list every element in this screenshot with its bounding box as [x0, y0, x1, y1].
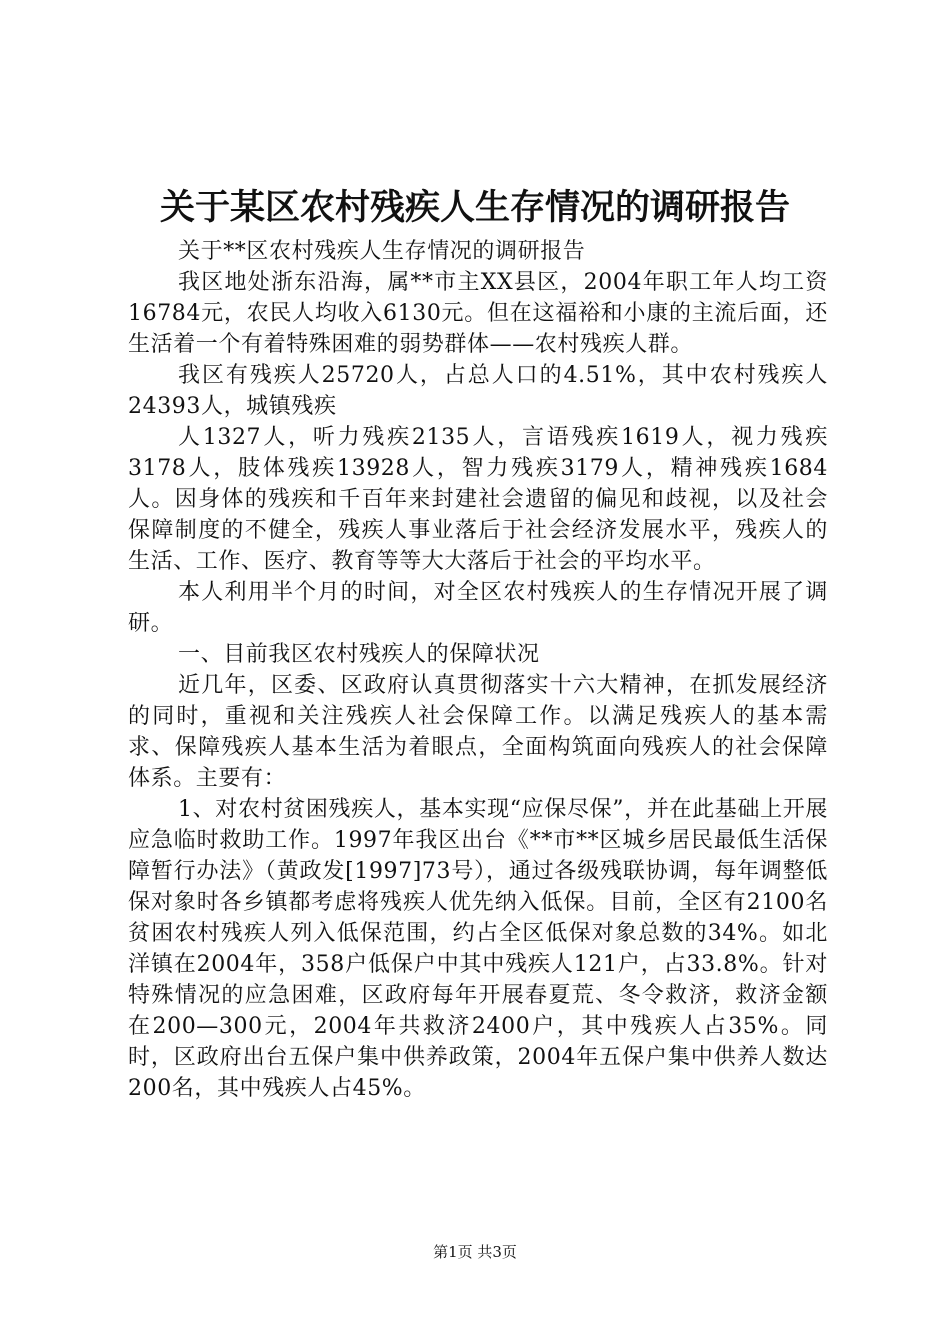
paragraph-policy-overview: 近几年，区委、区政府认真贯彻落实十六大精神，在抓发展经济的同时，重视和关注残疾人社会保障工作。以满足残疾人的基本需求、保障残疾人基本生活为着眼点，全面构筑面向残疾人的社会保障体系。主要有： — [128, 673, 828, 791]
paragraph-subtitle: 关于**区农村残疾人生存情况的调研报告 — [178, 239, 586, 264]
paragraph-intro: 我区地处浙东沿海，属**市主XX县区，2004年职工年人均工资16784元，农民人均收入6130元。但在这福裕和小康的主流后面，还生活着一个有着特殊困难的弱势群体——农村残疾人群。 — [128, 270, 828, 357]
paragraph-item-1: 1、对农村贫困残疾人，基本实现“应保尽保”，并在此基础上开展应急临时救助工作。1997年我区出台《**市**区城乡居民最低生活保障暂行办法》（黄政发[1997]73号），通过各级残联协调，每年调整低保对象时各乡镇都考虑将残疾人优先纳入低保。目前，全区有2100名贫困农村残疾人列入低保范围，约占全区低保对象总数的34%。如北洋镇在2004年，358户低保户中其中残疾人121户，占33.8%。针对特殊情况的应急困难，区政府每年开展春夏荒、冬令救济，救济金额在200—300元，2004年共救济2400户，其中残疾人占35%。同时，区政府出台五保户集中供养政策，2004年五保户集中供养人数达200名，其中残疾人占45%。 — [128, 797, 828, 1101]
document-body — [128, 236, 828, 1104]
page-footer: 第1页 共3页 — [433, 1243, 517, 1261]
paragraph-disability-breakdown: 人1327人，听力残疾2135人，言语残疾1619人，视力残疾3178人，肢体残疾13928人，智力残疾3179人，精神残疾1684人。因身体的残疾和千百年来封建社会遗留的偏见和歧视，以及社会保障制度的不健全，残疾人事业落后于社会经济发展水平，残疾人的生活、工作、医疗、教育等等大大落后于社会的平均水平。 — [128, 425, 828, 574]
paragraph-statistics: 我区有残疾人25720人，占总人口的4.51%，其中农村残疾人24393人，城镇残疾 — [128, 363, 828, 419]
section-heading-1: 一、目前我区农村残疾人的保障状况 — [178, 642, 540, 667]
document-title: 关于某区农村残疾人生存情况的调研报告 — [159, 187, 790, 228]
paragraph-research-note: 本人利用半个月的时间，对全区农村残疾人的生存情况开展了调研。 — [128, 580, 828, 636]
